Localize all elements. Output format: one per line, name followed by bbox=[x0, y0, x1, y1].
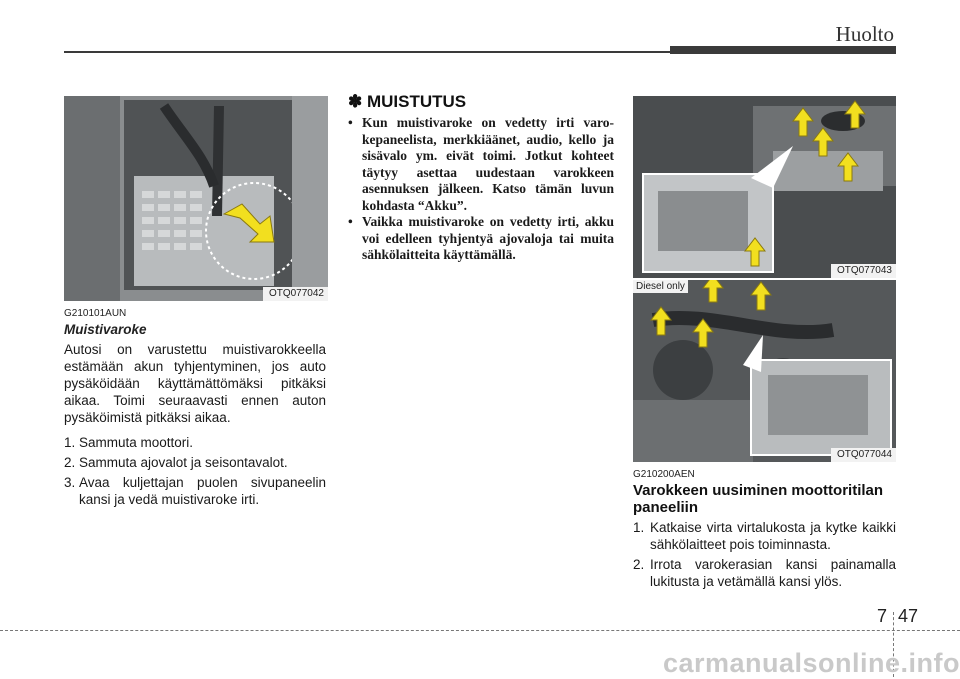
photo-fuse-panel-illustration bbox=[64, 96, 328, 301]
list-item bbox=[64, 434, 326, 451]
bullet: • bbox=[348, 214, 353, 229]
photo-engine-diesel bbox=[633, 280, 896, 462]
list-text: Sammuta moottori. bbox=[79, 435, 194, 450]
photo-engine-fusebox bbox=[633, 96, 896, 278]
photo-label: OTQ077042 bbox=[263, 287, 328, 301]
list-number: 2. bbox=[633, 557, 645, 572]
photo-label: OTQ077043 bbox=[831, 264, 896, 278]
list-item bbox=[64, 454, 326, 471]
right-body bbox=[633, 519, 896, 590]
list-item bbox=[633, 519, 896, 553]
header-rule-thick bbox=[670, 46, 896, 54]
notice-item bbox=[348, 115, 614, 214]
notice-text: Kun muistivaroke on vedetty irti varokepaneelista, merkkiäänet, audio, kello ja sisävalo ym. eivät toimi. Jotkut kohteet täytyy asettaa uudestaan varokkeen asennuksen jälkeen. Katso tämän luvun kohdasta “Akku”. bbox=[362, 115, 614, 213]
list-text: Katkaise virta virtalukosta ja kytke kaikki sähkölaitteet pois toiminnasta. bbox=[650, 520, 896, 552]
list-text: Sammuta ajovalot ja seisontavalot. bbox=[79, 455, 288, 470]
list-number: 2. bbox=[64, 455, 76, 470]
header-rule-thin bbox=[64, 51, 670, 53]
photo-label: OTQ077044 bbox=[831, 448, 896, 462]
photo-engine-fusebox-illustration bbox=[633, 96, 896, 278]
section-heading: Muistivaroke bbox=[64, 322, 147, 337]
section-code: G210200AEN bbox=[633, 469, 695, 480]
list-item bbox=[64, 474, 326, 508]
list-text: Avaa kuljettajan puolen sivupaneelin kansi ja vedä muistivaroke irti. bbox=[79, 475, 326, 507]
list-number: 1. bbox=[64, 435, 76, 450]
list-item bbox=[633, 556, 896, 590]
notice-text: Vaikka muistivaroke on vedetty irti, akku voi edelleen tyhjentyä ajovaloja tai muita sähkölaitteita käyttämällä. bbox=[362, 214, 614, 262]
photo-fuse-panel bbox=[64, 96, 328, 301]
left-body bbox=[64, 341, 326, 508]
section-code: G210101AUN bbox=[64, 308, 127, 319]
watermark: carmanualsonline.info bbox=[662, 648, 960, 678]
list-number: 3. bbox=[64, 475, 76, 490]
notice-list bbox=[348, 115, 614, 264]
list-number: 1. bbox=[633, 520, 645, 535]
list-text: Irrota varokerasian kansi painamalla lukitusta ja vetämällä kansi ylös. bbox=[650, 557, 896, 589]
chapter-number: 7 bbox=[877, 606, 888, 626]
page-number: 47 bbox=[898, 606, 919, 626]
intro-paragraph: Autosi on varustettu muistivarokkeella estämään akun tyhjentyminen, jos auto pysäköidään käyttämättömäksi pitkäksi aikaa. Toimi seuraavasti ennen auton pysäköimistä pitkäksi aikaa. bbox=[64, 342, 326, 425]
photo-engine-diesel-illustration bbox=[633, 280, 896, 462]
notice-item bbox=[348, 214, 614, 264]
notice-heading: ✽ MUISTUTUS bbox=[348, 92, 467, 111]
bullet: • bbox=[348, 115, 353, 130]
diesel-only-tag: Diesel only bbox=[633, 280, 688, 293]
page-header-title: Huolto bbox=[835, 22, 894, 46]
footer-dashed-rule bbox=[0, 630, 960, 631]
section-heading: Varokkeen uusiminen moottoritilan paneeliin bbox=[633, 482, 884, 516]
